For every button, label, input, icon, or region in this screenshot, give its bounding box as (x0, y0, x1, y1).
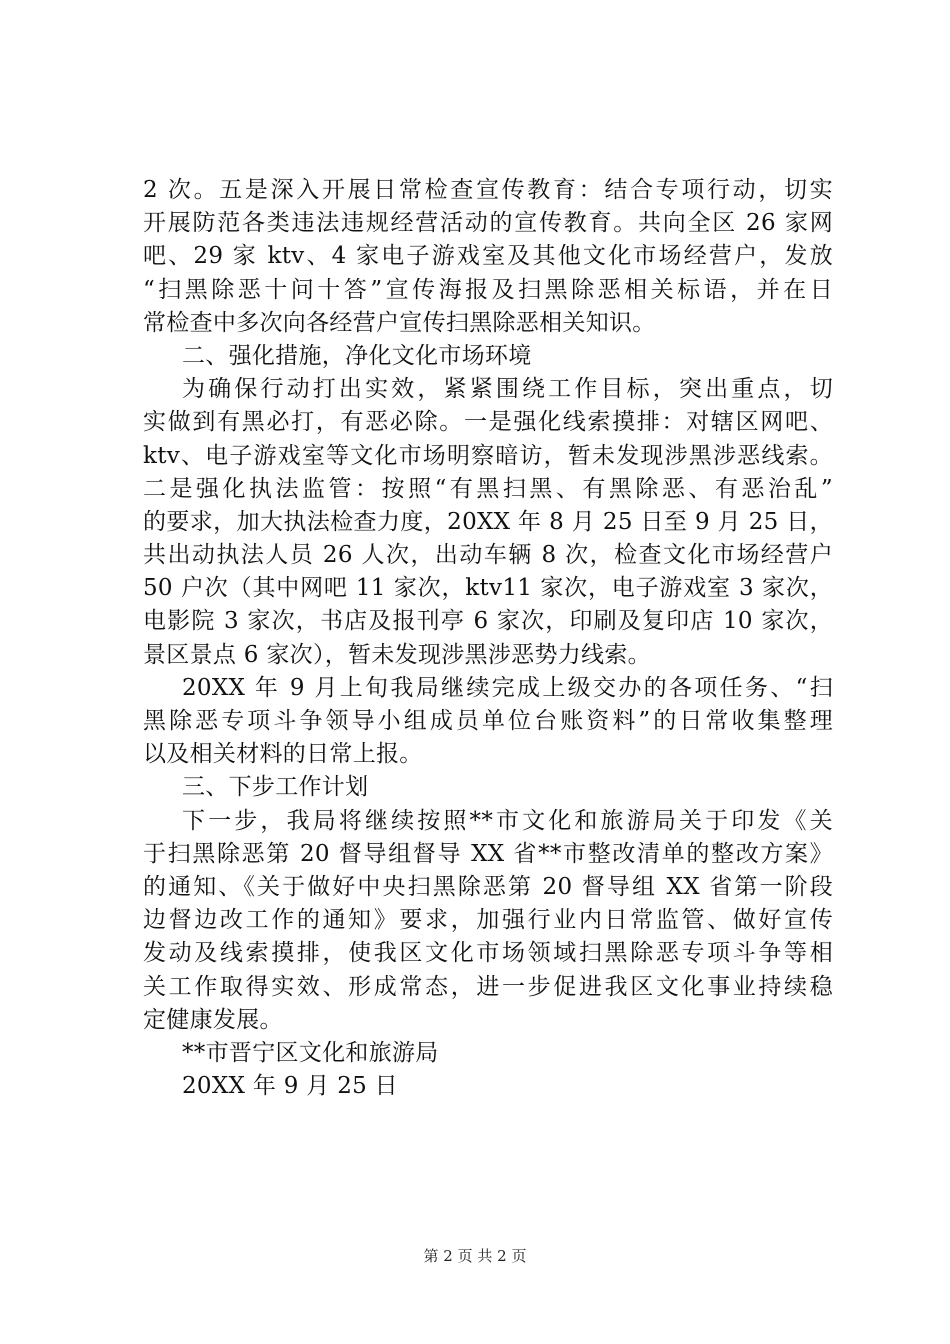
paragraph-line: 的通知、《关于做好中央扫黑除恶第 20 督导组 XX 省第一阶段 (143, 873, 833, 900)
paragraph-line: 2 次。五是深入开展日常检查宣传教育：结合专项行动，切实 (143, 177, 833, 203)
paragraph-line: 于扫黑除恶第 20 督导组督导 XX 省**市整改清单的整改方案》 (143, 840, 833, 867)
paragraph-line: 开展防范各类违法违规经营活动的宣传教育。共向全区 26 家网 (143, 210, 833, 237)
signature-organization: **市晋宁区文化和旅游局 (182, 1039, 439, 1066)
section-heading-3: 三、下步工作计划 (182, 774, 369, 801)
section-heading-2: 二、强化措施，净化文化市场环境 (182, 342, 532, 369)
paragraph-line: ktv、电子游戏室等文化市场明察暗访，暂未发现涉黑涉恶线索。 (143, 442, 833, 469)
page-footer: 第 2 页 共 2 页 (423, 1247, 527, 1265)
paragraph-line: 景区景点 6 家次），暂未发现涉黑涉恶势力线索。 (143, 641, 651, 668)
paragraph-line: 的要求，加大执法检查力度，20XX 年 8 月 25 日至 9 月 25 日， (143, 508, 833, 535)
signature-date: 20XX 年 9 月 25 日 (182, 1073, 398, 1100)
paragraph-line: 以及相关材料的日常上报。 (143, 741, 423, 768)
paragraph-line: 20XX 年 9 月上旬我局继续完成上级交办的各项任务、“扫 (182, 674, 833, 701)
paragraph-line: 黑除恶专项斗争领导小组成员单位台账资料”的日常收集整理 (143, 708, 833, 734)
paragraph-line: 共出动执法人员 26 人次，出动车辆 8 次，检查文化市场经营户 (143, 542, 833, 569)
paragraph-line: 定健康发展。 (143, 1006, 283, 1033)
paragraph-line: 实做到有黑必打，有恶必除。一是强化线索摸排：对辖区网吧、 (143, 409, 833, 436)
paragraph-line: 为确保行动打出实效，紧紧围绕工作目标，突出重点，切 (182, 376, 833, 403)
paragraph-line: 关工作取得实效、形成常态，进一步促进我区文化事业持续稳 (143, 973, 833, 1000)
paragraph-line: 常检查中多次向各经营户宣传扫黑除恶相关知识。 (143, 309, 656, 336)
paragraph-line: 50 户次（其中网吧 11 家次，ktv11 家次，电子游戏室 3 家次， (143, 575, 833, 602)
paragraph-line: 二是强化执法监管：按照“有黑扫黑、有黑除恶、有恶治乱” (143, 475, 833, 502)
paragraph-line: 发动及线索摸排，使我区文化市场领域扫黑除恶专项斗争等相 (143, 940, 833, 967)
document-body (143, 174, 833, 1103)
paragraph-line: 下一步，我局将继续按照**市文化和旅游局关于印发《关 (182, 807, 833, 834)
paragraph-line: 电影院 3 家次，书店及报刊亭 6 家次，印刷及复印店 10 家次， (143, 608, 833, 635)
paragraph-line: 边督边改工作的通知》要求，加强行业内日常监管、做好宣传 (143, 907, 833, 934)
paragraph-line: 吧、29 家 ktv、4 家电子游戏室及其他文化市场经营户，发放 (143, 243, 833, 270)
paragraph-line: “扫黑除恶十问十答”宣传海报及扫黑除恶相关标语，并在日 (143, 276, 833, 303)
